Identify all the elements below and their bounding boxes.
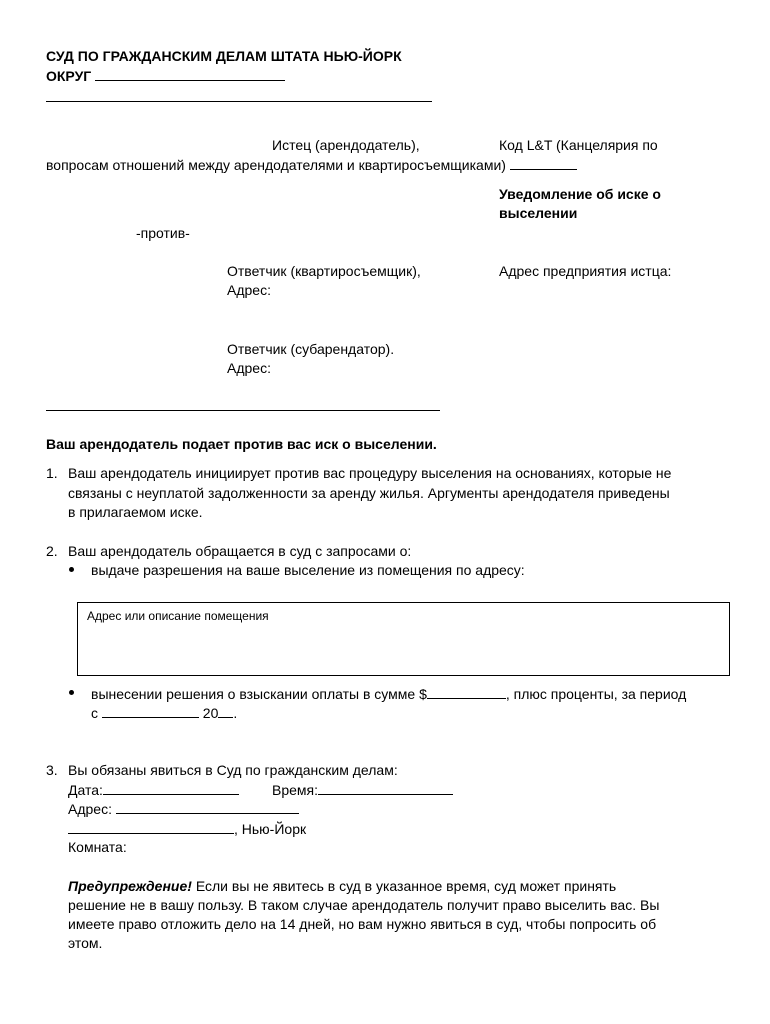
date-label: Дата: [68,782,103,798]
time-field[interactable] [318,780,453,795]
caption-divider [46,410,440,411]
date-field[interactable] [103,780,239,795]
city-line [68,819,306,838]
bullet2-line1 [91,684,686,703]
item3-number: 3. [46,762,58,778]
plaintiff-label: Истец (арендодатель), [272,137,420,153]
court-address-field[interactable] [116,799,299,814]
warning-label: Предупреждение! [68,878,192,894]
county-field[interactable] [95,66,285,81]
defendant-subtenant-address-label: Адрес: [227,360,271,376]
date-line [68,780,239,799]
period-from-field[interactable] [102,703,199,718]
period-end: . [233,705,238,721]
warning-text: Если вы не явитесь в суд в указанное время, суд может принять [191,878,617,894]
notice-title-cont: выселении [499,205,578,221]
defendant-tenant-label: Ответчик (квартиросъемщик), [227,263,421,279]
plaintiff-business-address-label: Адрес предприятия истца: [499,263,672,279]
city-label: , Нью-Йорк [234,821,307,837]
court-street-field[interactable] [68,819,234,834]
bullet1-text: выдаче разрешения на ваше выселение из помещения по адресу: [91,562,525,578]
warning-line2: решение не в вашу пользу. В таком случае арендодатель получит право выселить вас. Вы [68,897,660,913]
year-field[interactable] [218,703,233,718]
warning-line4: этом. [68,935,103,951]
lt-code-field[interactable] [510,155,577,170]
item2-text: Ваш арендодатель обращается в суд с запросами о: [68,543,412,559]
item3-text: Вы обязаны явиться в Суд по гражданским делам: [68,762,398,778]
bullet2-text: вынесении решения о взыскании оплаты в сумме $ [91,686,427,702]
county-line [46,66,285,85]
bullet-dot [69,690,74,695]
bullet2-text-cont: , плюс проценты, за период [505,686,687,702]
court-address-line [68,799,299,818]
lt-code-label: Код L&T (Канцелярия по [499,137,658,153]
versus-label: -против- [136,225,190,241]
item1-line1: Ваш арендодатель инициирует против вас процедуру выселения на основаниях, которые не [68,465,672,481]
header-divider [46,101,432,102]
item2-number: 2. [46,543,58,559]
address-box[interactable] [77,602,730,676]
lt-code-line [46,155,577,174]
warning-line1 [68,877,616,895]
defendant-subtenant-label: Ответчик (субарендатор). [227,341,395,357]
court-title: СУД ПО ГРАЖДАНСКИМ ДЕЛАМ ШТАТА НЬЮ-ЙОРК [46,48,402,64]
address-box-label: Адрес или описание помещения [87,609,269,623]
lt-code-label-cont: вопросам отношений между арендодателями и квартиросъемщиками) [46,157,506,173]
year-prefix: 20 [202,705,219,721]
section-heading: Ваш арендодатель подает против вас иск о выселении. [46,436,437,452]
period-from-label: с [91,705,98,721]
item1-line3: в прилагаемом иске. [68,504,203,520]
court-address-label: Адрес: [68,801,112,817]
defendant-tenant-address-label: Адрес: [227,282,271,298]
notice-title: Уведомление об иске о [499,186,661,202]
item1-number: 1. [46,465,58,481]
bullet-dot [69,567,74,572]
bullet2-line2 [91,703,237,722]
item1-line2: связаны с неуплатой задолженности за аренду жилья. Аргументы арендодателя приведены [68,485,670,501]
county-label: ОКРУГ [46,68,92,84]
room-label: Комната: [68,839,127,855]
time-line [272,780,453,799]
amount-field[interactable] [427,684,506,699]
warning-line3: имеете право отложить дело на 14 дней, но вам нужно явиться в суд, чтобы попросить об [68,916,657,932]
time-label: Время: [272,782,319,798]
